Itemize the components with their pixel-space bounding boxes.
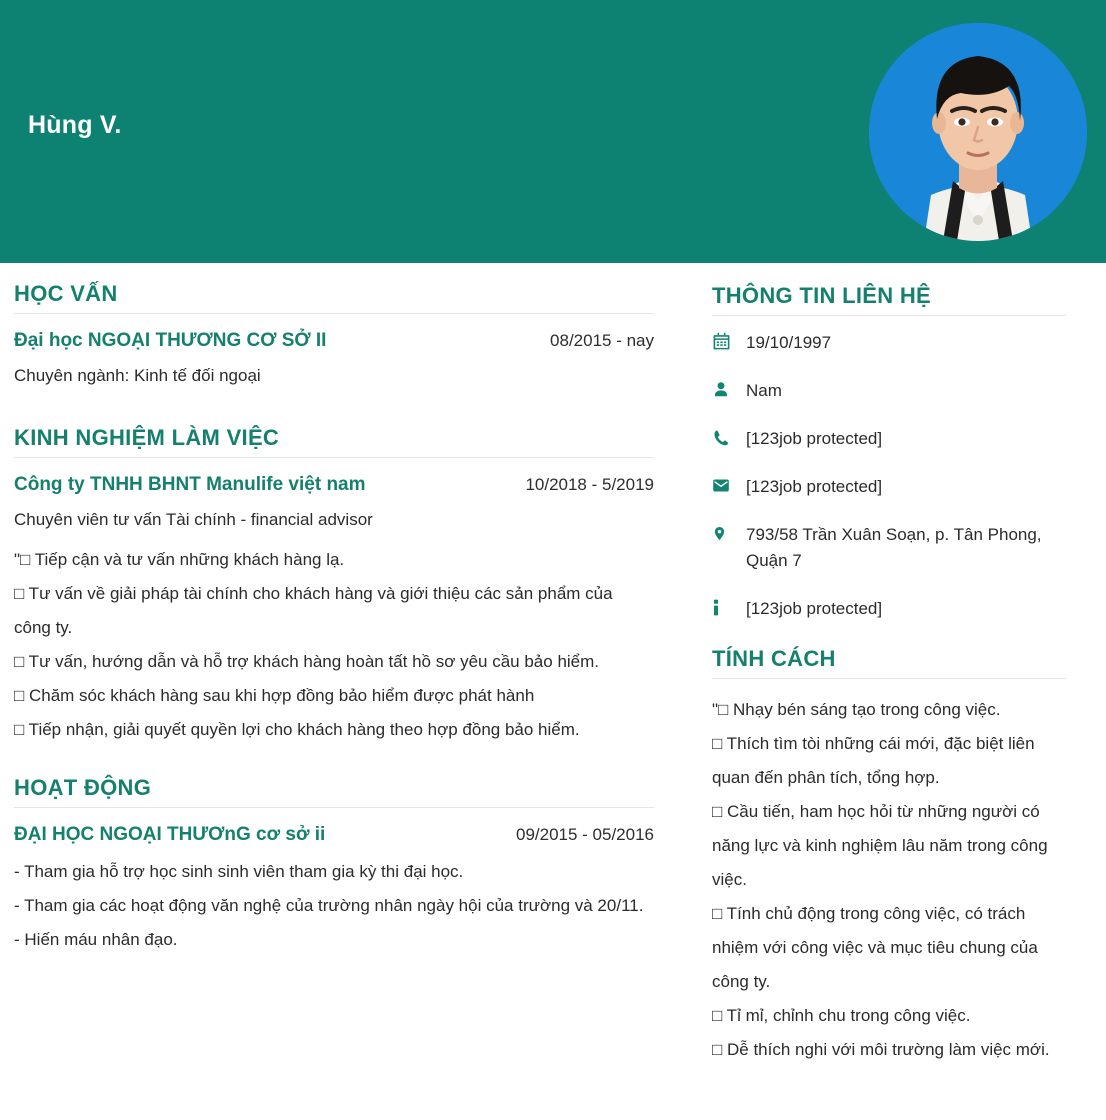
activity-entry-date: 09/2015 - 05/2016 — [515, 825, 654, 844]
contact-list — [712, 330, 1066, 622]
avatar — [869, 23, 1087, 241]
section-divider — [712, 678, 1066, 679]
list-item: - Tham gia hỗ trợ học sinh sinh viên tham gia kỳ thi đại học. — [14, 862, 464, 881]
education-entry-header — [14, 328, 654, 354]
experience-entry-date: 10/2018 - 5/2019 — [525, 475, 654, 494]
list-item: □ Thích tìm tòi những cái mới, đặc biệt liên quan đến phân tích, tổng hợp. — [712, 734, 1035, 787]
section-divider — [712, 315, 1066, 316]
section-experience — [14, 423, 654, 747]
list-item: □ Tư vấn về giải pháp tài chính cho khách hàng và giới thiệu các sản phẩm của công ty. — [14, 584, 613, 637]
list-item: □ Tính chủ động trong công việc, có trách nhiệm với công việc và mục tiêu chung của công ty. — [712, 904, 1038, 991]
left-column — [0, 263, 668, 959]
section-divider — [14, 313, 654, 314]
section-activities — [14, 773, 654, 957]
contact-item-phone[interactable] — [712, 426, 1066, 452]
section-divider — [14, 807, 654, 808]
list-item: "□ Tiếp cận và tư vấn những khách hàng lạ. — [14, 550, 345, 569]
list-item: □ Dễ thích nghi với môi trường làm việc mới. — [712, 1040, 1050, 1059]
activity-entry-title: ĐẠI HỌC NGOẠI THƯƠnG cơ sở ii — [14, 824, 326, 845]
list-item: "□ Nhạy bén sáng tạo trong công việc. — [712, 700, 1001, 719]
experience-entry-subtitle: Chuyên viên tư vấn Tài chính - financial advisor — [14, 510, 373, 529]
contact-value-address: 793/58 Trần Xuân Soạn, p. Tân Phong, Quận 7 — [746, 525, 1042, 570]
contact-value-email: [123job protected] — [746, 477, 883, 496]
person-icon — [712, 378, 746, 399]
spacer — [14, 749, 654, 773]
candidate-name: Hùng V. — [28, 111, 122, 139]
contact-value-gender: Nam — [746, 381, 782, 400]
map-pin-icon — [712, 522, 746, 543]
cv-header-banner — [0, 0, 1106, 263]
education-entry-title: Đại học NGOẠI THƯƠNG CƠ SỞ II — [14, 330, 327, 351]
contact-item-email[interactable] — [712, 474, 1066, 500]
section-contact — [712, 281, 1066, 622]
contact-value-other: [123job protected] — [746, 599, 883, 618]
personality-bullet-list — [712, 693, 1066, 1067]
experience-entry-title: Công ty TNHH BHNT Manulife việt nam — [14, 474, 366, 495]
envelope-icon — [712, 474, 746, 495]
contact-value-phone: [123job protected] — [746, 429, 883, 448]
list-item: - Tham gia các hoạt động văn nghệ của trường nhân ngày hội của trường và 20/11. — [14, 896, 644, 915]
education-entry-date: 08/2015 - nay — [550, 331, 654, 350]
contact-value-birthdate: 19/10/1997 — [746, 333, 832, 352]
section-title-experience: KINH NGHIỆM LÀM VIỆC — [14, 425, 280, 450]
activity-bullet-list — [14, 855, 654, 957]
activity-entry-header — [14, 822, 654, 848]
section-education — [14, 279, 654, 391]
education-entry-subtitle: Chuyên ngành: Kinh tế đối ngoại — [14, 366, 261, 385]
list-item: □ Tỉ mỉ, chỉnh chu trong công việc. — [712, 1006, 971, 1025]
section-title-education: HỌC VẤN — [14, 281, 118, 306]
section-title-personality: TÍNH CÁCH — [712, 646, 836, 671]
list-item: □ Chăm sóc khách hàng sau khi hợp đồng bảo hiểm được phát hành — [14, 686, 535, 705]
contact-item-birthdate — [712, 330, 1066, 356]
contact-item-other — [712, 596, 1066, 622]
section-divider — [14, 457, 654, 458]
contact-item-gender — [712, 378, 1066, 404]
phone-icon — [712, 426, 746, 447]
experience-entry-header — [14, 472, 654, 498]
calendar-icon — [712, 330, 746, 351]
right-column — [700, 281, 1106, 1069]
list-item: □ Tư vấn, hướng dẫn và hỗ trợ khách hàng hoàn tất hồ sơ yêu cầu bảo hiểm. — [14, 652, 600, 671]
info-icon — [712, 596, 746, 617]
list-item: □ Cầu tiến, ham học hỏi từ những người có năng lực và kinh nghiệm lâu năm trong công việc. — [712, 802, 1048, 889]
list-item: - Hiến máu nhân đạo. — [14, 930, 178, 949]
section-title-activities: HOẠT ĐỘNG — [14, 775, 152, 800]
portrait-photo-icon — [869, 23, 1087, 241]
section-title-contact: THÔNG TIN LIÊN HỆ — [712, 283, 931, 308]
cv-body — [0, 263, 1106, 1120]
section-personality — [712, 644, 1066, 1067]
list-item: □ Tiếp nhận, giải quyết quyền lợi cho khách hàng theo hợp đồng bảo hiểm. — [14, 720, 580, 739]
experience-bullet-list — [14, 543, 654, 747]
spacer — [14, 399, 654, 423]
contact-item-address — [712, 522, 1066, 574]
